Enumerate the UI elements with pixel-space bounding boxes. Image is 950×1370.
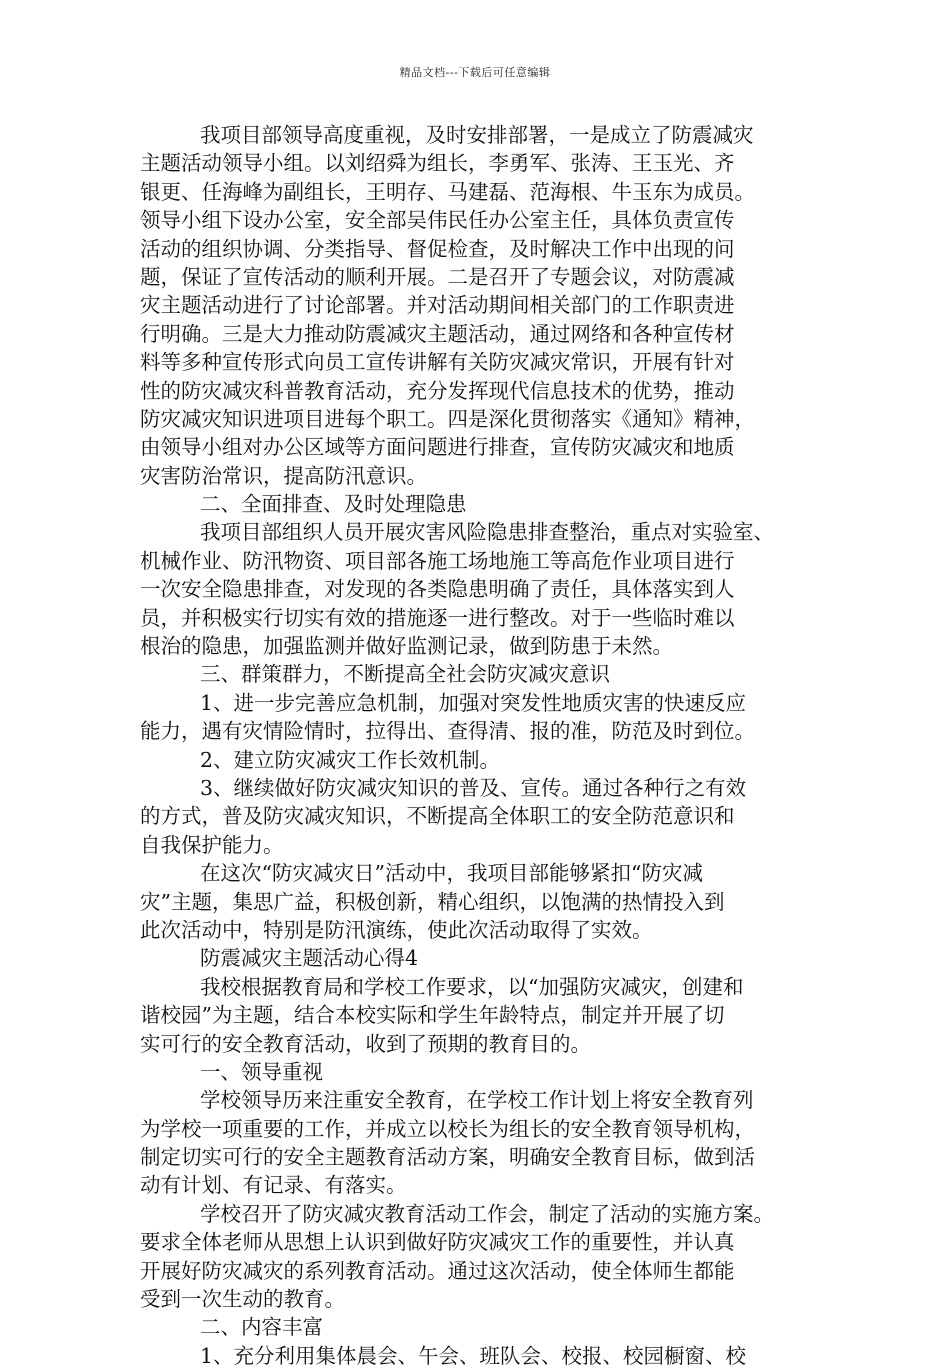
text-line: 领导小组下设办公室，安全部吴伟民任办公室主任，具体负责宣传 xyxy=(140,208,735,233)
text-line: 三、群策群力，不断提高全社会防灾减灾意识 xyxy=(200,662,610,687)
text-line: 灾”主题，集思广益，积极创新，精心组织，以饱满的热情投入到 xyxy=(140,889,725,914)
text-line: 动有计划、有记录、有落实。 xyxy=(140,1173,407,1198)
text-line: 能力，遇有灾情险情时，拉得出、查得清、报的准，防范及时到位。 xyxy=(140,719,755,744)
text-line: 我项目部组织人员开展灾害风险隐患排查整治，重点对实验室、 xyxy=(200,520,774,545)
text-line: 由领导小组对办公区域等方面问题进行排查，宣传防灾减灾和地质 xyxy=(140,435,735,460)
text-line: 题，保证了宣传活动的顺利开展。二是召开了专题会议，对防震减 xyxy=(140,264,735,289)
document-body xyxy=(140,121,820,1370)
text-line: 活动的组织协调、分类指导、督促检查，及时解决工作中出现的问 xyxy=(140,236,735,261)
text-line: 为学校一项重要的工作，并成立以校长为组长的安全教育领导机构， xyxy=(140,1116,755,1141)
text-line: 防灾减灾知识进项目进每个职工。四是深化贯彻落实《通知》精神， xyxy=(140,406,755,431)
text-line: 实可行的安全教育活动，收到了预期的教育目的。 xyxy=(140,1031,591,1056)
text-line: 料等多种宣传形式向员工宣传讲解有关防灾减灾常识，开展有针对 xyxy=(140,350,735,375)
text-line: 要求全体老师从思想上认识到做好防灾减灾工作的重要性，并认真 xyxy=(140,1230,735,1255)
page-header: 精品文档---下载后可任意编辑 xyxy=(399,66,551,79)
text-line: 员，并积极实行切实有效的措施逐一进行整改。对于一些临时难以 xyxy=(140,605,735,630)
text-line: 谐校园”为主题，结合本校实际和学生年龄特点，制定并开展了切 xyxy=(140,1003,725,1028)
text-line: 防震减灾主题活动心得4 xyxy=(200,946,419,971)
text-line: 自我保护能力。 xyxy=(140,832,284,857)
text-line: 2、建立防灾减灾工作长效机制。 xyxy=(200,747,501,772)
text-line: 的方式，普及防灾减灾知识，不断提高全体职工的安全防范意识和 xyxy=(140,804,735,829)
text-line: 1、进一步完善应急机制，加强对突发性地质灾害的快速反应 xyxy=(200,690,747,715)
text-line: 行明确。三是大力推动防震减灾主题活动，通过网络和各种宣传材 xyxy=(140,321,735,346)
text-line: 3、继续做好防灾减灾知识的普及、宣传。通过各种行之有效 xyxy=(200,775,747,800)
text-line: 此次活动中，特别是防汛演练，使此次活动取得了实效。 xyxy=(140,917,653,942)
text-line: 一次安全隐患排查，对发现的各类隐患明确了责任，具体落实到人 xyxy=(140,577,735,602)
text-line: 灾主题活动进行了讨论部署。并对活动期间相关部门的工作职责进 xyxy=(140,293,735,318)
text-line: 开展好防灾减灾的系列教育活动。通过这次活动，使全体师生都能 xyxy=(140,1258,735,1283)
text-line: 学校召开了防灾减灾教育活动工作会，制定了活动的实施方案。 xyxy=(200,1201,774,1226)
text-line: 我校根据教育局和学校工作要求，以“加强防灾减灾，创建和 xyxy=(200,974,744,999)
text-line: 1、充分利用集体晨会、午会、班队会、校报、校园橱窗、校 xyxy=(200,1343,747,1368)
text-line: 在这次“防灾减灾日”活动中，我项目部能够紧扣“防灾减 xyxy=(200,861,703,886)
text-line: 二、内容丰富 xyxy=(200,1315,323,1340)
text-line: 根治的隐患，加强监测并做好监测记录，做到防患于未然。 xyxy=(140,634,673,659)
text-line: 灾害防治常识，提高防汛意识。 xyxy=(140,463,427,488)
text-line: 二、全面排查、及时处理隐患 xyxy=(200,492,467,517)
text-line: 制定切实可行的安全主题教育活动方案，明确安全教育目标，做到活 xyxy=(140,1145,755,1170)
text-line: 学校领导历来注重安全教育，在学校工作计划上将安全教育列 xyxy=(200,1088,754,1113)
text-line: 受到一次生动的教育。 xyxy=(140,1287,345,1312)
text-line: 性的防灾减灾科普教育活动，充分发挥现代信息技术的优势，推动 xyxy=(140,378,735,403)
text-line: 机械作业、防汛物资、项目部各施工场地施工等高危作业项目进行 xyxy=(140,548,735,573)
text-line: 一、领导重视 xyxy=(200,1059,323,1084)
text-line: 我项目部领导高度重视，及时安排部署，一是成立了防震减灾 xyxy=(200,123,754,147)
text-line: 主题活动领导小组。以刘绍舜为组长，李勇军、张涛、王玉光、齐 xyxy=(140,151,735,176)
text-line: 银更、任海峰为副组长，王明存、马建磊、范海根、牛玉东为成员。 xyxy=(140,179,755,204)
